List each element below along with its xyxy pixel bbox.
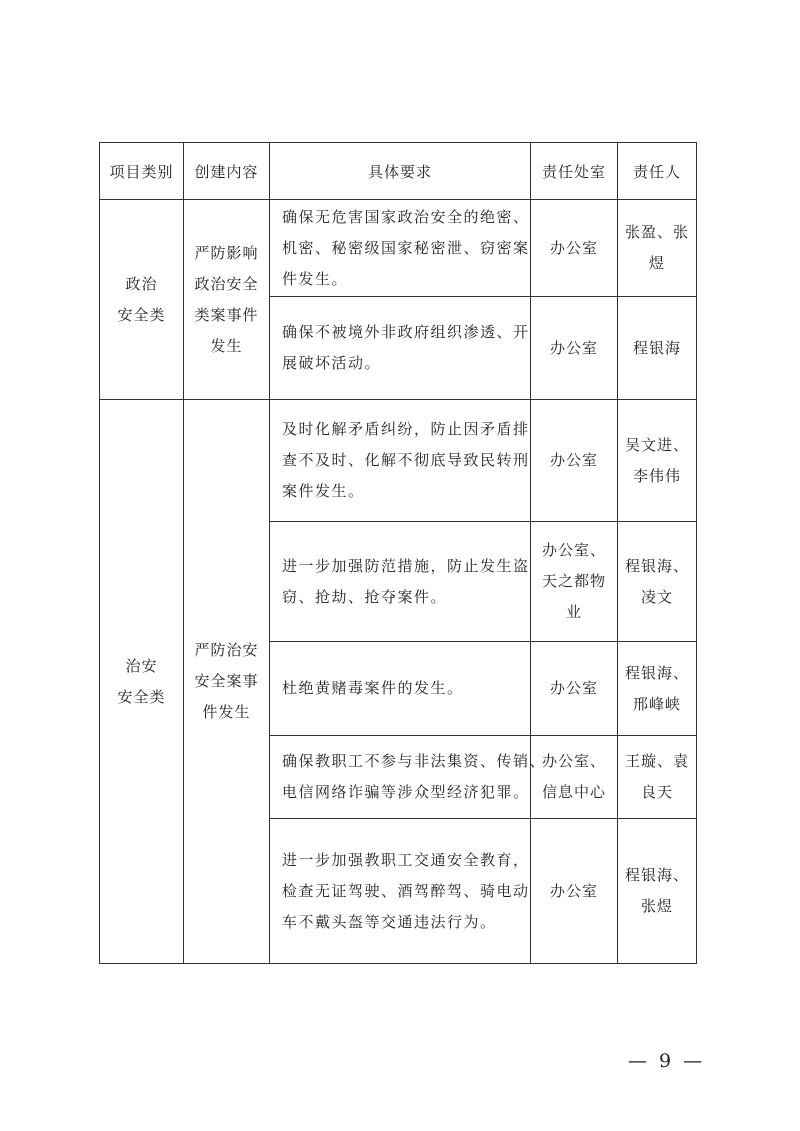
requirement-cell: 及时化解矛盾纠纷，防止因矛盾排 查不及时、化解不彻底导致民转刑 案件发生。 xyxy=(270,400,531,522)
person-cell: 王璇、袁 良天 xyxy=(618,736,697,819)
table-header-row xyxy=(100,143,697,200)
header-project-category: 项目类别 xyxy=(100,143,184,200)
dept-cell: 办公室、 信息中心 xyxy=(531,736,618,819)
table-row xyxy=(100,200,697,297)
person-cell: 程银海 xyxy=(618,297,697,400)
requirement-cell: 确保无危害国家政治安全的绝密、 机密、秘密级国家秘密泄、窃密案 件发生。 xyxy=(270,200,531,297)
requirement-cell: 确保不被境外非政府组织渗透、开 展破坏活动。 xyxy=(270,297,531,400)
header-specific-requirements: 具体要求 xyxy=(270,143,531,200)
dept-cell: 办公室 xyxy=(531,400,618,522)
page-number: — 9 — xyxy=(628,1050,706,1072)
category-cell: 政治 安全类 xyxy=(100,200,184,400)
dept-cell: 办公室 xyxy=(531,297,618,400)
table-row xyxy=(100,400,697,522)
person-cell: 吴文进、 李伟伟 xyxy=(618,400,697,522)
person-cell: 张盈、张 煜 xyxy=(618,200,697,297)
requirement-cell: 杜绝黄赌毒案件的发生。 xyxy=(270,642,531,736)
header-responsible-office: 责任处室 xyxy=(531,143,618,200)
category-cell: 治安 安全类 xyxy=(100,400,184,964)
responsibility-table xyxy=(99,142,697,964)
content-cell: 严防影响 政治安全 类案事件 发生 xyxy=(184,200,270,400)
dept-cell: 办公室 xyxy=(531,819,618,964)
requirement-cell: 确保教职工不参与非法集资、传销、 电信网络诈骗等涉众型经济犯罪。 xyxy=(270,736,531,819)
requirement-cell: 进一步加强教职工交通安全教育， 检查无证驾驶、酒驾醉驾、骑电动 车不戴头盔等交通违法行为。 xyxy=(270,819,531,964)
requirement-cell: 进一步加强防范措施，防止发生盗 窃、抢劫、抢夺案件。 xyxy=(270,522,531,642)
header-creation-content: 创建内容 xyxy=(184,143,270,200)
dept-cell: 办公室、 天之都物 业 xyxy=(531,522,618,642)
content-cell: 严防治安 安全案事 件发生 xyxy=(184,400,270,964)
person-cell: 程银海、 邢峰峡 xyxy=(618,642,697,736)
header-responsible-person: 责任人 xyxy=(618,143,697,200)
person-cell: 程银海、 凌文 xyxy=(618,522,697,642)
dept-cell: 办公室 xyxy=(531,642,618,736)
person-cell: 程银海、 张煜 xyxy=(618,819,697,964)
dept-cell: 办公室 xyxy=(531,200,618,297)
